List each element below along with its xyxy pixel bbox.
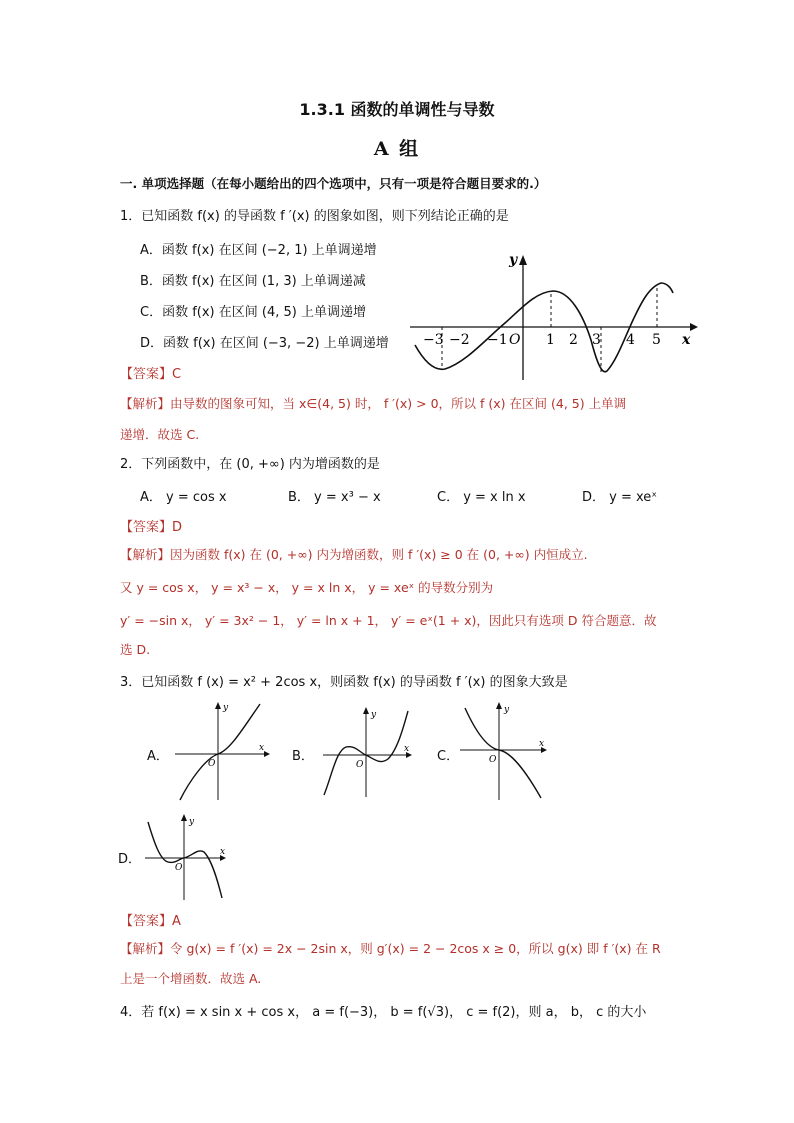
q2-stem: 2．下列函数中，在 (0, +∞) 内为增函数的是 — [120, 457, 380, 472]
y-axis-arrow-icon — [363, 707, 369, 714]
q2-option-c: C． y = x ln x — [437, 490, 526, 505]
y-label: y — [504, 705, 510, 715]
q3-graph-c — [455, 700, 555, 805]
y-axis-arrow-icon — [496, 702, 502, 709]
curve — [180, 704, 260, 800]
y-label: y — [189, 817, 195, 827]
q3-option-a-label: A． — [147, 749, 169, 764]
x-label: x — [539, 739, 545, 749]
tick-label: 1 — [546, 332, 555, 348]
tick-label: −1 — [487, 332, 508, 348]
y-label: y — [223, 703, 229, 713]
q1-explanation-line1: 【解析】由导数的图象可知，当 x∈(4, 5) 时， f ′(x) > 0，所以 f (x) 在区间 (4, 5) 上单调 — [120, 396, 627, 411]
x-label: x — [259, 743, 265, 753]
origin-label: O — [509, 332, 521, 348]
q1-derivative-graph — [405, 245, 705, 385]
y-axis-arrow-icon — [181, 814, 187, 821]
y-axis-arrow-icon — [519, 255, 527, 265]
tick-label: 4 — [626, 332, 635, 348]
x-axis-arrow-icon — [690, 323, 698, 331]
group-title: A 组 — [373, 138, 421, 160]
x-axis-label: x — [682, 332, 691, 348]
curve — [148, 822, 222, 898]
origin-label: O — [356, 760, 364, 770]
q2-explanation-line3: y′ = −sin x， y′ = 3x² − 1， y′ = ln x + 1， y′ = eˣ(1 + x)，因此只有选项 D 符合题意．故 — [120, 613, 657, 628]
q3-option-c-label: C． — [437, 749, 460, 764]
y-axis-label: y — [509, 252, 518, 268]
y-axis-arrow-icon — [215, 702, 221, 709]
section-heading: 一. 单项选择题（在每小题给出的四个选项中，只有一项是符合题目要求的.） — [120, 176, 547, 191]
origin-label: O — [175, 863, 183, 873]
q4-stem: 4．若 f(x) = x sin x + cos x， a = f(−3)， b = f(√3)， c = f(2)，则 a， b， c 的大小 — [120, 1005, 647, 1020]
tick-label: 5 — [652, 332, 661, 348]
curve — [465, 708, 541, 798]
q1-answer: 【答案】C — [120, 367, 182, 382]
q3-explanation-line2: 上是一个增函数．故选 A. — [120, 971, 262, 986]
q3-answer: 【答案】A — [120, 914, 181, 929]
q2-explanation-line2: 又 y = cos x， y = x³ − x， y = x ln x， y = xeˣ 的导数分别为 — [120, 580, 494, 595]
tick-label: −3 — [423, 332, 444, 348]
q2-explanation-line4: 选 D. — [120, 642, 151, 657]
q1-option-c: C．函数 f(x) 在区间 (4, 5) 上单调递增 — [140, 305, 366, 320]
q3-graph-b — [318, 705, 418, 800]
q1-option-b: B．函数 f(x) 在区间 (1, 3) 上单调递减 — [140, 274, 366, 289]
q2-option-b: B． y = x³ − x — [288, 490, 381, 505]
tick-label: 2 — [569, 332, 578, 348]
q2-explanation-line1: 【解析】因为函数 f(x) 在 (0, +∞) 内为增函数，则 f ′(x) ≥ 0 在 (0, +∞) 内恒成立. — [120, 547, 588, 562]
q3-option-d-label: D． — [118, 852, 142, 867]
q3-graph-a — [170, 700, 275, 805]
y-label: y — [371, 710, 377, 720]
origin-label: O — [489, 755, 497, 765]
page-title: 1.3.1 函数的单调性与导数 — [299, 100, 495, 119]
x-label: x — [220, 847, 226, 857]
q2-option-a: A． y = cos x — [140, 490, 227, 505]
q1-option-a: A．函数 f(x) 在区间 (−2, 1) 上单调递增 — [140, 243, 377, 258]
q3-stem: 3．已知函数 f (x) = x² + 2cos x，则函数 f(x) 的导函数 f ′(x) 的图象大致是 — [120, 675, 568, 690]
q1-stem: 1．已知函数 f(x) 的导函数 f ′(x) 的图象如图，则下列结论正确的是 — [120, 209, 509, 224]
x-label: x — [404, 744, 410, 754]
origin-label: O — [208, 759, 216, 769]
q2-option-d: D． y = xeˣ — [582, 490, 658, 505]
x-axis-arrow-icon — [264, 751, 270, 757]
q3-explanation-line1: 【解析】令 g(x) = f ′(x) = 2x − 2sin x，则 g′(x) = 2 − 2cos x ≥ 0，所以 g(x) 即 f ′(x) 在 R — [120, 941, 661, 956]
tick-label: −2 — [449, 332, 470, 348]
tick-label: 3 — [592, 332, 601, 348]
q1-option-d: D．函数 f(x) 在区间 (−3, −2) 上单调递增 — [140, 336, 389, 351]
q3-graph-d — [140, 812, 235, 902]
q2-answer: 【答案】D — [120, 520, 183, 535]
q3-option-b-label: B． — [292, 749, 314, 764]
q1-explanation-line2: 递增．故选 C. — [120, 427, 200, 442]
